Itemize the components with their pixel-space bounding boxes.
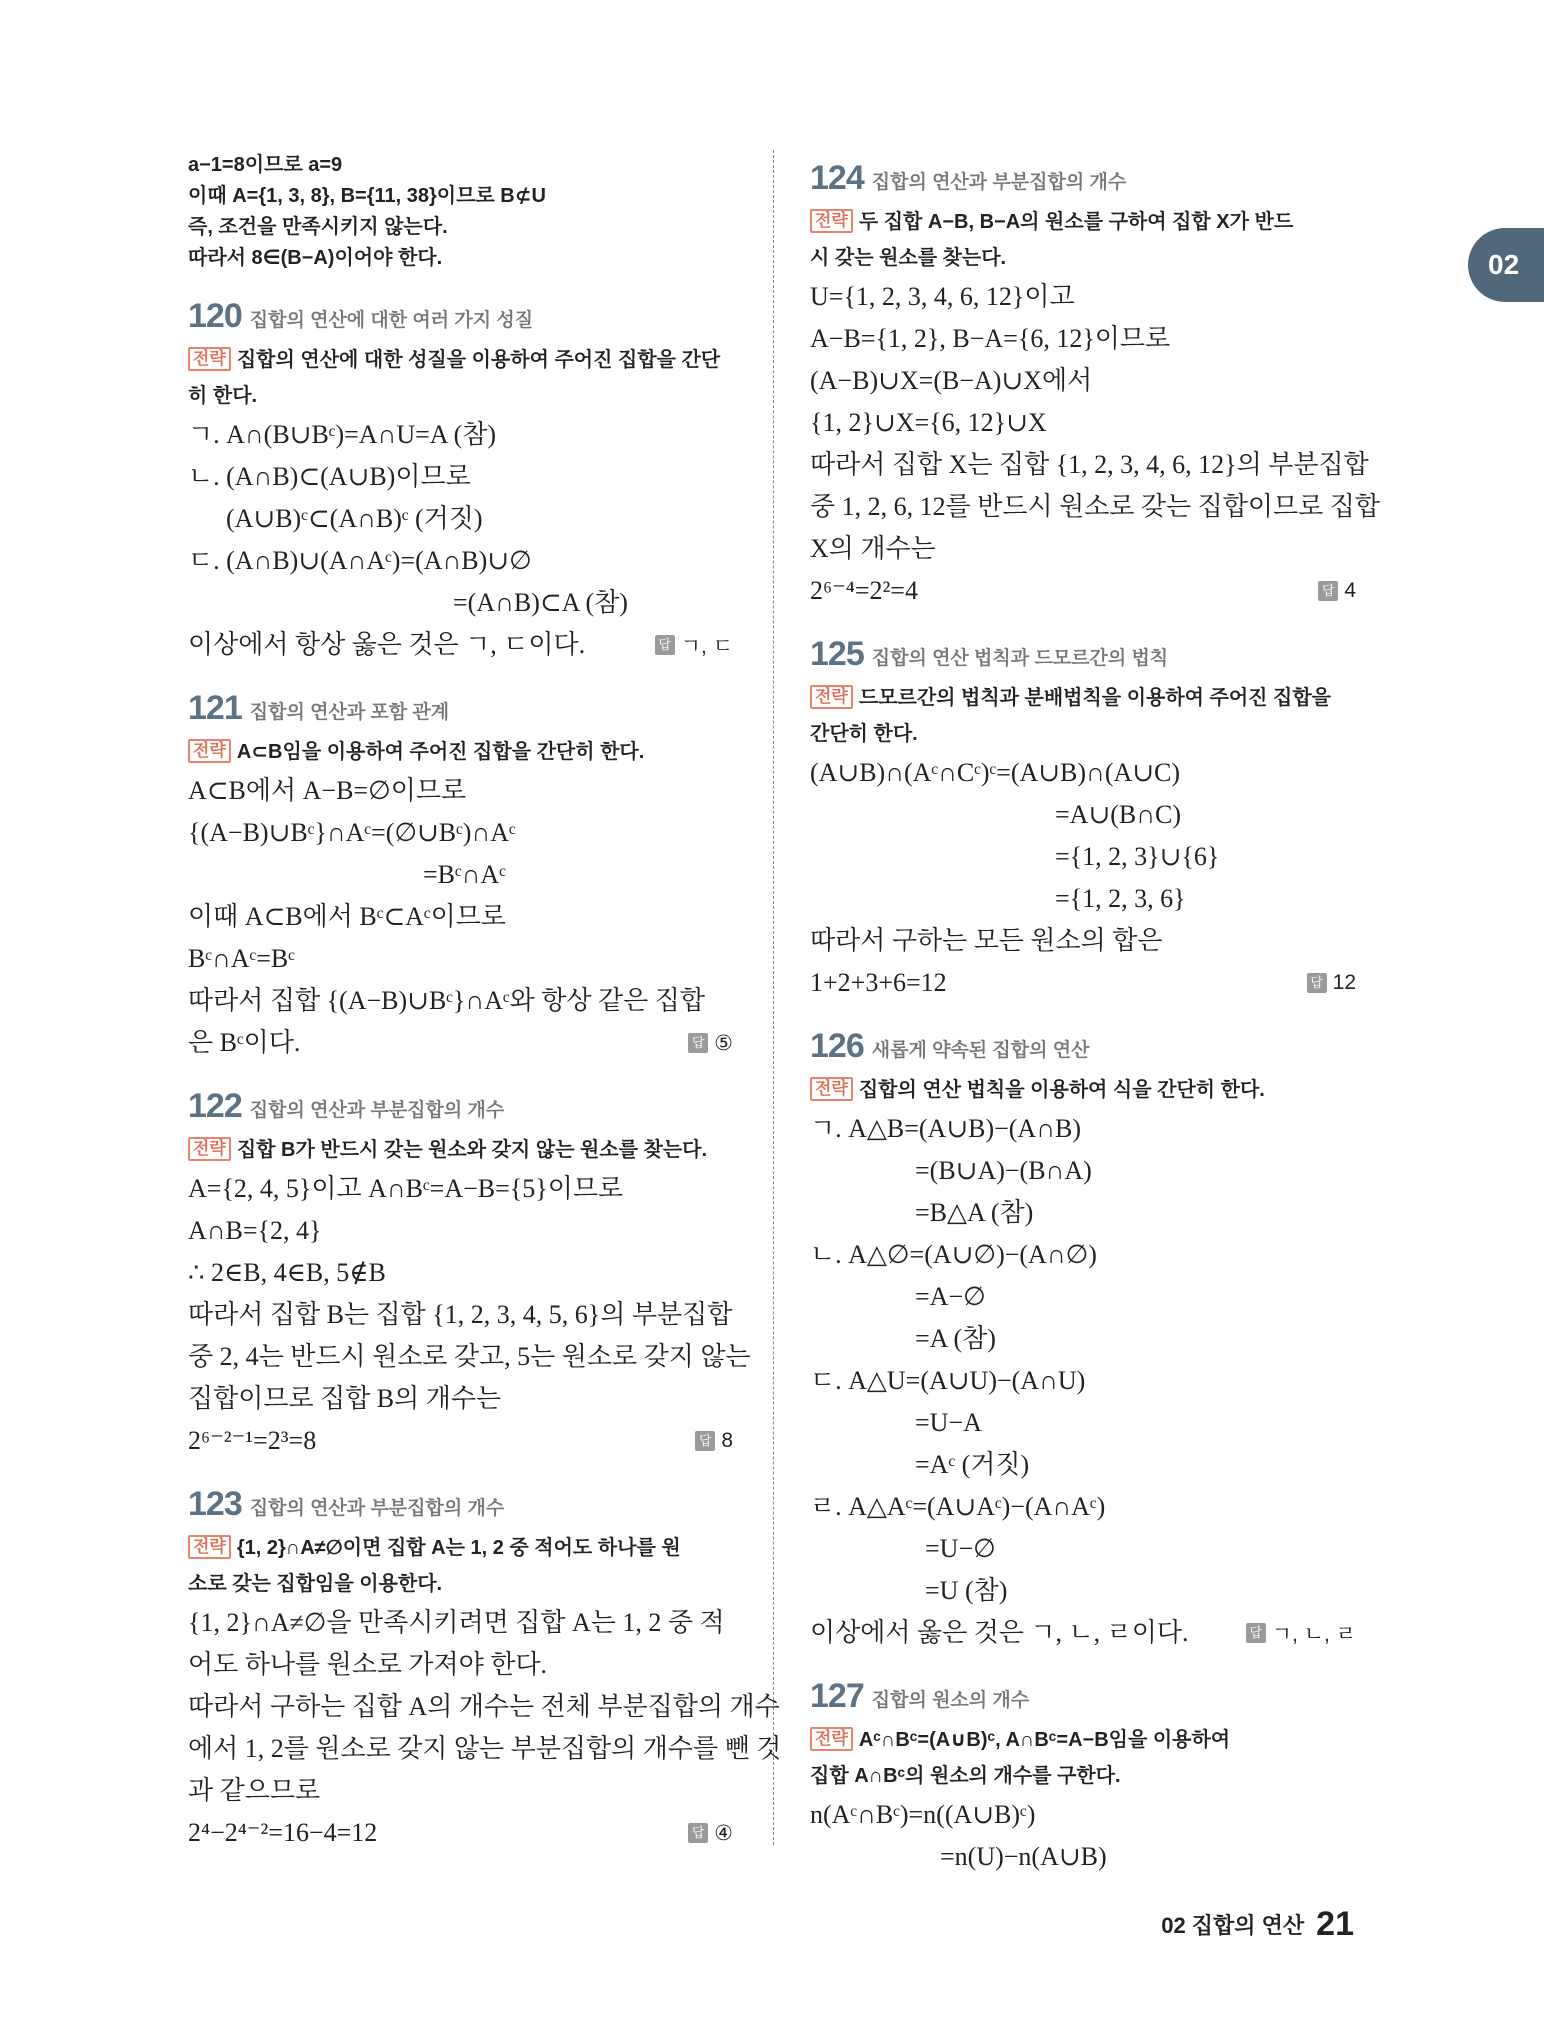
- strategy: [810, 1072, 1356, 1108]
- answer: [688, 1821, 733, 1846]
- solution-line: 따라서 집합 B는 집합 {1, 2, 3, 4, 5, 6}의 부분집합: [188, 1300, 733, 1329]
- solution-line: {1, 2}∩A≠∅을 만족시키려면 집합 A는 1, 2 중 적: [188, 1608, 725, 1637]
- problem-122: [188, 1078, 751, 1462]
- problem-124: [810, 150, 1380, 612]
- problem-121: [188, 680, 733, 1064]
- solution-line: A−B={1, 2}, B−A={6, 12}이므로: [810, 324, 1171, 353]
- solution-line: A={2, 4, 5}이고 A∩Bᶜ=A−B={5}이므로: [188, 1174, 624, 1203]
- solution-line: ∴ 2∈B, 4∈B, 5∉B: [188, 1258, 386, 1287]
- solution-line: ㄷ. A△U=(A∪U)−(A∩U): [810, 1366, 1086, 1395]
- solution-line: n(Aᶜ∩Bᶜ)=n((A∪B)ᶜ): [810, 1800, 1036, 1829]
- solution-line: =(B∪A)−(B∩A): [915, 1156, 1092, 1185]
- problem-title: 집합의 연산과 부분집합의 개수: [871, 172, 1127, 193]
- answer: [688, 1031, 733, 1056]
- conclusion: 은 Bᶜ이다.: [188, 1028, 301, 1057]
- solution-line: (A−B)∪X=(B−A)∪X에서: [810, 366, 1093, 395]
- solution-line: =B△A (참): [915, 1198, 1034, 1227]
- strategy: [188, 342, 733, 378]
- solution-line: (A∪B)∩(Aᶜ∩Cᶜ)ᶜ=(A∪B)∩(A∪C): [810, 758, 1181, 787]
- problem-number: 121: [188, 689, 242, 727]
- solution-line: =A∪(B∩C): [1055, 800, 1182, 829]
- problem-127: [810, 1668, 1356, 1878]
- answer-value: ④: [714, 1821, 733, 1845]
- problem-header: [188, 1078, 733, 1126]
- page-number: 21: [1316, 1905, 1354, 1943]
- strategy-text: 집합 B가 반드시 갖는 원소와 갖지 않는 원소를 찾는다.: [236, 1139, 708, 1161]
- problem-title: 집합의 원소의 개수: [871, 1690, 1030, 1711]
- strategy: [810, 680, 1356, 716]
- solution-line: X의 개수는: [810, 534, 936, 563]
- conclusion: 2⁶⁻²⁻¹=2³=8: [188, 1426, 317, 1455]
- solution-line: 따라서 집합 X는 집합 {1, 2, 3, 4, 6, 12}의 부분집합: [810, 450, 1369, 479]
- solution-line: =U (참): [925, 1576, 1008, 1605]
- solution-line: A⊂B에서 A−B=∅이므로: [188, 776, 467, 805]
- problem-header: [188, 680, 733, 728]
- problem-title: 집합의 연산과 부분집합의 개수: [249, 1498, 505, 1519]
- solution-line: ㄷ. (A∩B)∪(A∩Aᶜ)=(A∩B)∪∅: [188, 546, 532, 575]
- problem-header: [810, 1668, 1356, 1716]
- strategy-text: 두 집합 A−B, B−A의 원소를 구하여 집합 X가 반드: [858, 211, 1294, 233]
- solution-line: 따라서 집합 {(A−B)∪Bᶜ}∩Aᶜ와 항상 같은 집합: [188, 986, 705, 1015]
- left-column: [188, 150, 782, 1854]
- solution-line: ={1, 2, 3}∪{6}: [1055, 842, 1220, 871]
- strategy: [810, 204, 1356, 240]
- strategy-cont: 집합 A∩Bᶜ의 원소의 개수를 구한다.: [810, 1765, 1121, 1787]
- solution-line: 중 1, 2, 6, 12를 반드시 원소로 갖는 집합이므로 집합: [810, 492, 1380, 521]
- solution-line: ㄴ. (A∩B)⊂(A∪B)이므로: [188, 462, 471, 491]
- answer-label: 답: [655, 635, 675, 655]
- answer-value: 4: [1344, 579, 1356, 602]
- strategy-tag: 전략: [188, 1535, 231, 1559]
- solution-line: ㄴ. A△∅=(A∪∅)−(A∩∅): [810, 1240, 1097, 1269]
- column-divider: [773, 150, 774, 1845]
- answer-value: ㄱ, ㄴ, ㄹ: [1271, 1623, 1356, 1646]
- answer-value: 12: [1332, 971, 1356, 994]
- answer-value: ㄱ, ㄷ: [680, 635, 733, 658]
- conclusion: 2⁴−2⁴⁻²=16−4=12: [188, 1818, 378, 1847]
- solution-line: 과 같으므로: [188, 1776, 321, 1805]
- answer-label: 답: [695, 1431, 715, 1451]
- answer-value: ⑤: [714, 1031, 733, 1055]
- answer: [1318, 579, 1356, 603]
- problem-header: [810, 1018, 1356, 1066]
- strategy-cont: 히 한다.: [188, 385, 258, 407]
- strategy-text: {1, 2}∩A≠∅이면 집합 A는 1, 2 중 적어도 하나를 원: [236, 1537, 681, 1559]
- answer: [655, 630, 733, 660]
- problem-number: 122: [188, 1087, 242, 1125]
- intro-line: 따라서 8∈(B−A)이어야 한다.: [188, 247, 443, 269]
- solution-line: 집합이므로 집합 B의 개수는: [188, 1384, 502, 1413]
- strategy: [188, 1530, 733, 1566]
- solution-line: 따라서 구하는 집합 A의 개수는 전체 부분집합의 개수: [188, 1692, 780, 1721]
- solution-line: =U−A: [915, 1408, 982, 1437]
- intro-line: a−1=8이므로 a=9: [188, 154, 343, 176]
- problem-number: 126: [810, 1027, 864, 1065]
- chapter-tab: 02: [1468, 228, 1544, 302]
- solution-line: =Aᶜ (거짓): [915, 1450, 1030, 1479]
- intro-block: [188, 150, 733, 274]
- problem-header: [188, 1476, 733, 1524]
- problem-header: [810, 150, 1356, 198]
- answer-row: [188, 624, 733, 666]
- strategy: [188, 1132, 733, 1168]
- solution-line: 따라서 구하는 모든 원소의 합은: [810, 926, 1163, 955]
- solution-line: {(A−B)∪Bᶜ}∩Aᶜ=(∅∪Bᶜ)∩Aᶜ: [188, 818, 516, 847]
- solution-line: =(A∩B)⊂A (참): [453, 588, 628, 617]
- strategy-tag: 전략: [810, 1727, 853, 1751]
- solution-line: 중 2, 4는 반드시 원소로 갖고, 5는 원소로 갖지 않는: [188, 1342, 751, 1371]
- answer: [1307, 971, 1356, 995]
- problem-number: 123: [188, 1485, 242, 1523]
- problem-123: [188, 1476, 782, 1854]
- problem-title: 집합의 연산 법칙과 드모르간의 법칙: [871, 648, 1169, 669]
- solution-line: ㄱ. A∩(B∪Bᶜ)=A∩U=A (참): [188, 420, 497, 449]
- problem-header: [188, 288, 733, 336]
- page-footer: [1161, 1905, 1354, 1944]
- right-column: [810, 150, 1380, 1878]
- problem-number: 127: [810, 1677, 864, 1715]
- answer-row: [188, 1420, 733, 1462]
- footer-chapter: 02 집합의 연산: [1161, 1913, 1305, 1938]
- solution-line: {1, 2}∪X={6, 12}∪X: [810, 408, 1047, 437]
- answer-row: [810, 570, 1356, 612]
- strategy-tag: 전략: [188, 1137, 231, 1161]
- strategy-text: 집합의 연산에 대한 성질을 이용하여 주어진 집합을 간단: [236, 349, 721, 371]
- answer-label: 답: [1246, 1623, 1266, 1643]
- strategy-cont: 소로 갖는 집합임을 이용한다.: [188, 1573, 443, 1595]
- solution-line: A∩B={2, 4}: [188, 1216, 322, 1245]
- answer-row: [810, 1612, 1356, 1654]
- solution-line: ={1, 2, 3, 6}: [1055, 884, 1186, 913]
- solution-line: =A (참): [915, 1324, 996, 1353]
- strategy-tag: 전략: [810, 209, 853, 233]
- solution-line: 이때 A⊂B에서 Bᶜ⊂Aᶜ이므로: [188, 902, 506, 931]
- strategy-tag: 전략: [810, 685, 853, 709]
- solution-line: ㄹ. A△Aᶜ=(A∪Aᶜ)−(A∩Aᶜ): [810, 1492, 1106, 1521]
- solution-line: =U−∅: [925, 1534, 996, 1563]
- conclusion: 2⁶⁻⁴=2²=4: [810, 576, 918, 605]
- solution-line: =A−∅: [915, 1282, 986, 1311]
- intro-line: 즉, 조건을 만족시키지 않는다.: [188, 216, 448, 238]
- problem-125: [810, 626, 1356, 1004]
- conclusion: 이상에서 옳은 것은 ㄱ, ㄴ, ㄹ이다.: [810, 1618, 1189, 1647]
- answer-label: 답: [688, 1823, 708, 1843]
- conclusion: 이상에서 항상 옳은 것은 ㄱ, ㄷ이다.: [188, 630, 586, 659]
- strategy-tag: 전략: [188, 739, 231, 763]
- answer-row: [188, 1812, 733, 1854]
- strategy-text: Aᶜ∩Bᶜ=(A∪B)ᶜ, A∩Bᶜ=A−B임을 이용하여: [858, 1729, 1231, 1751]
- answer: [695, 1429, 733, 1453]
- problem-number: 125: [810, 635, 864, 673]
- answer-label: 답: [1318, 581, 1338, 601]
- solution-line: Bᶜ∩Aᶜ=Bᶜ: [188, 944, 295, 973]
- strategy-text: 집합의 연산 법칙을 이용하여 식을 간단히 한다.: [858, 1079, 1265, 1101]
- strategy-cont: 간단히 한다.: [810, 723, 918, 745]
- answer: [1246, 1618, 1356, 1648]
- solution-line: 에서 1, 2를 원소로 갖지 않는 부분집합의 개수를 뺀 것: [188, 1734, 782, 1763]
- problem-120: [188, 288, 733, 666]
- problem-title: 집합의 연산과 포함 관계: [249, 702, 450, 723]
- solution-line: ㄱ. A△B=(A∪B)−(A∩B): [810, 1114, 1081, 1143]
- problem-title: 집합의 연산과 부분집합의 개수: [249, 1100, 505, 1121]
- solution-line: U={1, 2, 3, 4, 6, 12}이고: [810, 282, 1075, 311]
- strategy-text: 드모르간의 법칙과 분배법칙을 이용하여 주어진 집합을: [858, 687, 1332, 709]
- problem-title: 새롭게 약속된 집합의 연산: [871, 1040, 1090, 1061]
- answer-value: 8: [721, 1429, 733, 1452]
- answer-label: 답: [1307, 973, 1327, 993]
- strategy-tag: 전략: [810, 1077, 853, 1101]
- conclusion: 1+2+3+6=12: [810, 968, 947, 997]
- problem-header: [810, 626, 1356, 674]
- strategy-cont: 시 갖는 원소를 찾는다.: [810, 247, 1007, 269]
- answer-row: [188, 1022, 733, 1064]
- answer-row: [810, 962, 1356, 1004]
- solution-line: =n(U)−n(A∪B): [940, 1842, 1107, 1871]
- intro-line: 이때 A={1, 3, 8}, B={11, 38}이므로 B⊄U: [188, 185, 546, 207]
- strategy: [810, 1722, 1356, 1758]
- problem-title: 집합의 연산에 대한 여러 가지 성질: [249, 310, 534, 331]
- problem-126: [810, 1018, 1356, 1654]
- answer-label: 답: [688, 1033, 708, 1053]
- solution-line: 어도 하나를 원소로 가져야 한다.: [188, 1650, 548, 1679]
- solution-line: (A∪B)ᶜ⊂(A∩B)ᶜ (거짓): [226, 504, 483, 533]
- problem-number: 120: [188, 297, 242, 335]
- solution-line: =Bᶜ∩Aᶜ: [423, 860, 506, 889]
- problem-number: 124: [810, 159, 864, 197]
- strategy-text: A⊂B임을 이용하여 주어진 집합을 간단히 한다.: [236, 741, 645, 763]
- strategy: [188, 734, 733, 770]
- strategy-tag: 전략: [188, 347, 231, 371]
